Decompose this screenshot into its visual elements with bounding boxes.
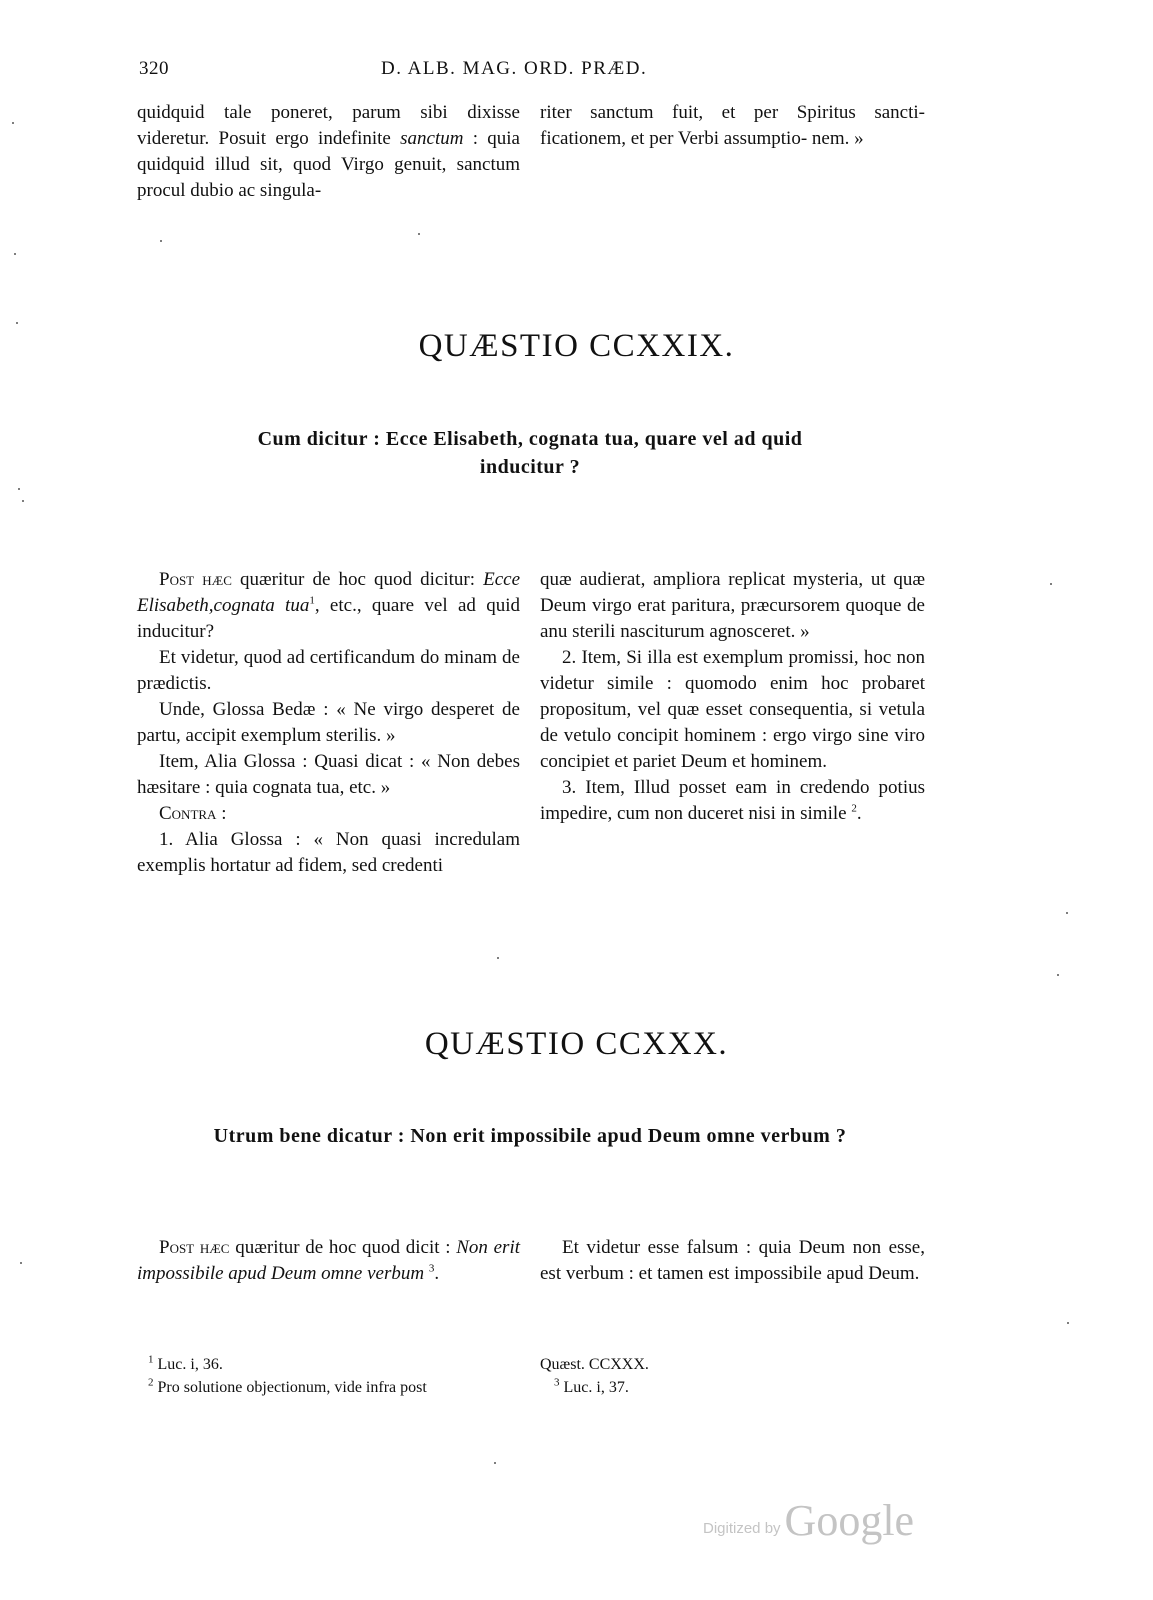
top-right-column (540, 100, 925, 152)
footnote-ref-2: 2 (851, 802, 857, 815)
scan-speck (18, 488, 20, 490)
top-right-text: riter sanctum fuit, et per Spiritus sancti- ficationem, et per Verbi assumptio- nem. » (540, 102, 925, 149)
footnote-ref-1: 1 (309, 594, 315, 607)
q229-right-paragraph-3: 3. Item, Illud posset eam in credendo potius impedire, cum non duceret nisi in simile $^2$. (540, 777, 925, 824)
google-watermark: Digitized by Google (703, 1496, 915, 1545)
scan-speck (1050, 583, 1052, 585)
scan-speck (1067, 1322, 1069, 1324)
question-229-subtitle: Cum dicitur : Ecce Elisabeth, cognata tua, quare vel ad quid inducitur ? (257, 428, 803, 478)
q229-paragraph-6: 1. Alia Glossa : « Non quasi incredulam exemplis hortatur ad fidem, sed credenti (137, 829, 520, 876)
google-logo: Google (784, 1496, 915, 1545)
scan-speck (14, 253, 16, 255)
question-229-title: QUÆSTIO CCXXIX. (418, 328, 735, 364)
footnotes-left (148, 1353, 523, 1399)
scan-speck (494, 1462, 496, 1464)
question-230-subtitle: Utrum bene dicatur : Non erit impossibile apud Deum omne verbum ? (213, 1125, 847, 1147)
page-header (139, 58, 929, 88)
q230-right-paragraph-1: Et videtur esse falsum : quia Deum non esse, est verbum : et tamen est impossibile apud Deum. (540, 1237, 925, 1284)
footnotes-right (540, 1353, 925, 1399)
scan-speck (497, 957, 499, 959)
q229-paragraph-3: Unde, Glossa Bedæ : « Ne virgo desperet de partu, accipit exemplum sterilis. » (137, 699, 520, 746)
scan-speck (16, 322, 18, 324)
q229-paragraph-2: Et videtur, quod ad certificandum do minam de prædictis. (137, 647, 520, 694)
top-left-text: quidquid tale poneret, parum sibi dixisse videretur. Posuit ergo indefinite sanctum : quia quidquid illud sit, quod Virgo genuit, sanctum procul dubio ac singula- (137, 102, 521, 201)
page-number: 320 (139, 58, 169, 79)
footnote-3: $^3$ Luc. i, 37. (554, 1376, 629, 1396)
q229-contra: Contra : (159, 803, 227, 824)
q229-right-column (540, 567, 925, 827)
italic-sanctum: sanctum (400, 128, 464, 149)
question-230-title: QUÆSTIO CCXXX. (424, 1026, 729, 1062)
q230-left-column (137, 1235, 520, 1287)
q230-paragraph-1: Post hæc quæritur de hoc quod dicit : Non erit impossibile apud Deum omne verbum $^3$. (137, 1237, 520, 1284)
q229-right-paragraph-2: 2. Item, Si illa est exemplum promissi, hoc non videtur simile : quomodo enim hoc probaret propositum, vel quæ esset consequentia, si vetula de vetulo concipit hominem : ergo virgo sine viro concipiet et pariet Deum et hominem. (540, 647, 925, 772)
scan-speck (418, 233, 420, 235)
footnote-1: $^1$ Luc. i, 36. (148, 1353, 223, 1373)
q230-right-column (540, 1235, 925, 1287)
scan-speck (12, 122, 14, 124)
q229-left-column (137, 567, 520, 879)
footnote-ref-3: 3 (428, 1262, 435, 1275)
scan-speck (160, 240, 162, 242)
scan-speck (20, 1262, 22, 1264)
footnote-2: $^2$ Pro solutione objectionum, vide infra post (148, 1376, 427, 1396)
q229-paragraph-1: Post hæc quæritur de hoc quod dicitur: Ecce Elisabeth,cognata tua$^1$, etc., quare vel ad quid inducitur? (137, 569, 520, 642)
q229-right-paragraph-1: quæ audierat, ampliora replicat mysteria, ut quæ Deum virgo erat paritura, præcursorem quoque de anu sterili nasciturum agnosceret. » (540, 569, 925, 642)
top-left-column (137, 100, 520, 204)
scan-speck (1066, 912, 1068, 914)
scan-speck (1057, 974, 1059, 976)
scan-speck (22, 500, 24, 502)
q229-paragraph-4: Item, Alia Glossa : Quasi dicat : « Non debes hæsitare : quia cognata tua, etc. » (137, 751, 520, 798)
running-title: D. ALB. MAG. ORD. PRÆD. (381, 58, 648, 79)
footnote-2-continued: Quæst. CCXXX. (540, 1356, 649, 1373)
